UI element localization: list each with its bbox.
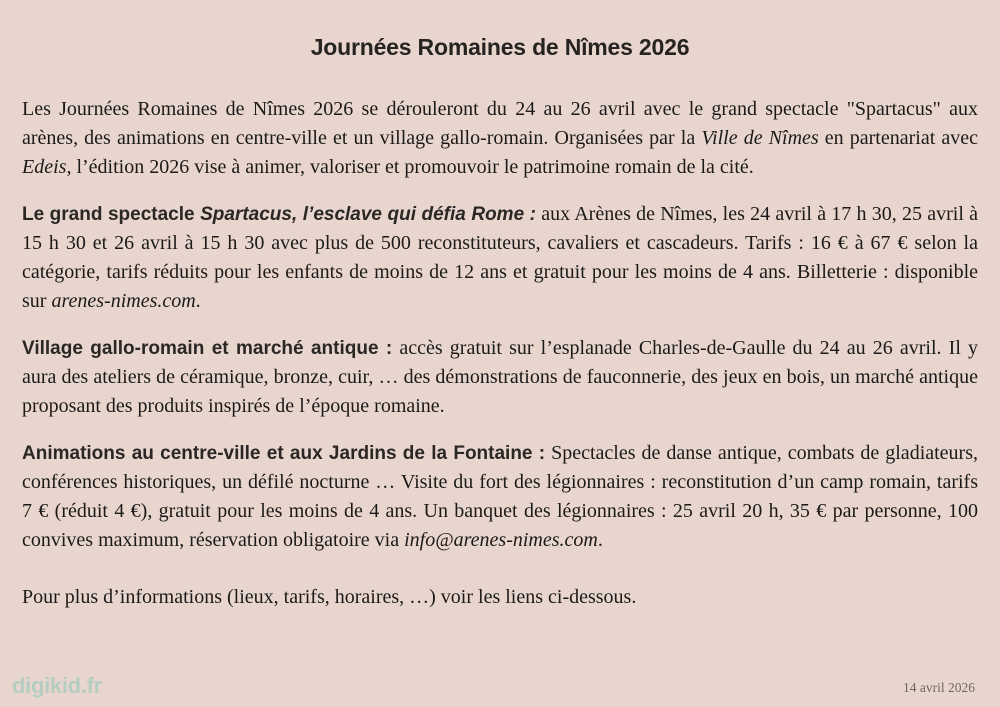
paragraph-spectacle <box>22 200 978 316</box>
paragraph-closing <box>22 583 978 612</box>
text-run: Spectacles de danse antique, combats de gladiateurs, conférences historiques, un défilé nocturne … Visite du fort des légionnaires : reconstitution d’un camp romain, tarifs 7 € (réduit 4 €), gratuit pour les moins de 4 ans. Un banquet des légionnaires : 25 avril 20 h, 35 € par personne, 100 convives maximum, réservation obligatoire via <box>22 442 978 551</box>
text-run-website: arenes-nimes.com <box>51 290 196 312</box>
text-run: . <box>597 529 603 551</box>
text-run: , l’édition 2026 vise à animer, valoriser et promouvoir le patrimoine romain de la cité. <box>66 156 754 178</box>
text-run: Pour plus d’informations (lieux, tarifs, horaires, …) voir les liens ci-dessous. <box>22 586 637 608</box>
text-run: accès gratuit sur l’esplanade Charles-de-Gaulle du 24 au 26 avril. Il y aura des ateliers de céramique, bronze, cuir, … des démonstrations de fauconnerie, des jeux en bois, un marché antique proposant des produits inspirés de l’époque romaine. <box>22 337 978 417</box>
lead-spectacle: Le grand spectacle <box>22 204 201 225</box>
paragraph-intro <box>22 95 978 182</box>
text-run: aux Arènes de Nîmes, les 24 avril à 17 h 30, 25 avril à 15 h 30 et 26 avril à 15 h 30 avec plus de 500 reconstituteurs, cavaliers et cascadeurs. Tarifs : 16 € à 67 € selon la catégorie, tarifs réduits pour les enfants de moins de 12 ans et gratuit pour les moins de 4 ans. Billetterie : disponible sur <box>22 203 978 312</box>
lead-animations: Animations au centre-ville et aux Jardins de la Fontaine : <box>22 443 546 464</box>
paragraph-village <box>22 334 978 421</box>
lead-spectacle-title: Spartacus, l’esclave qui défia Rome : <box>200 204 536 225</box>
text-run: en partenariat avec <box>818 127 979 149</box>
paragraph-animations <box>22 439 978 555</box>
text-run: . <box>195 290 201 312</box>
footer-date: 14 avril 2026 <box>903 680 975 695</box>
lead-village: Village gallo-romain et marché antique : <box>22 338 393 359</box>
text-run: Les Journées Romaines de Nîmes 2026 se dérouleront du 24 au 26 avril avec le grand spectacle "Spartacus" aux arènes, des animations en centre-ville et un village gallo-romain. Organisées par la <box>22 98 978 149</box>
text-run-italic-ville-de-nimes: Ville de Nîmes <box>701 127 819 149</box>
page-title: Journées Romaines de Nîmes 2026 <box>310 34 690 60</box>
text-run-italic-edeis: Edeis <box>22 156 67 178</box>
text-run-email: info@arenes-nimes.com <box>404 529 598 551</box>
watermark-digikid: digikid.fr <box>12 673 102 698</box>
